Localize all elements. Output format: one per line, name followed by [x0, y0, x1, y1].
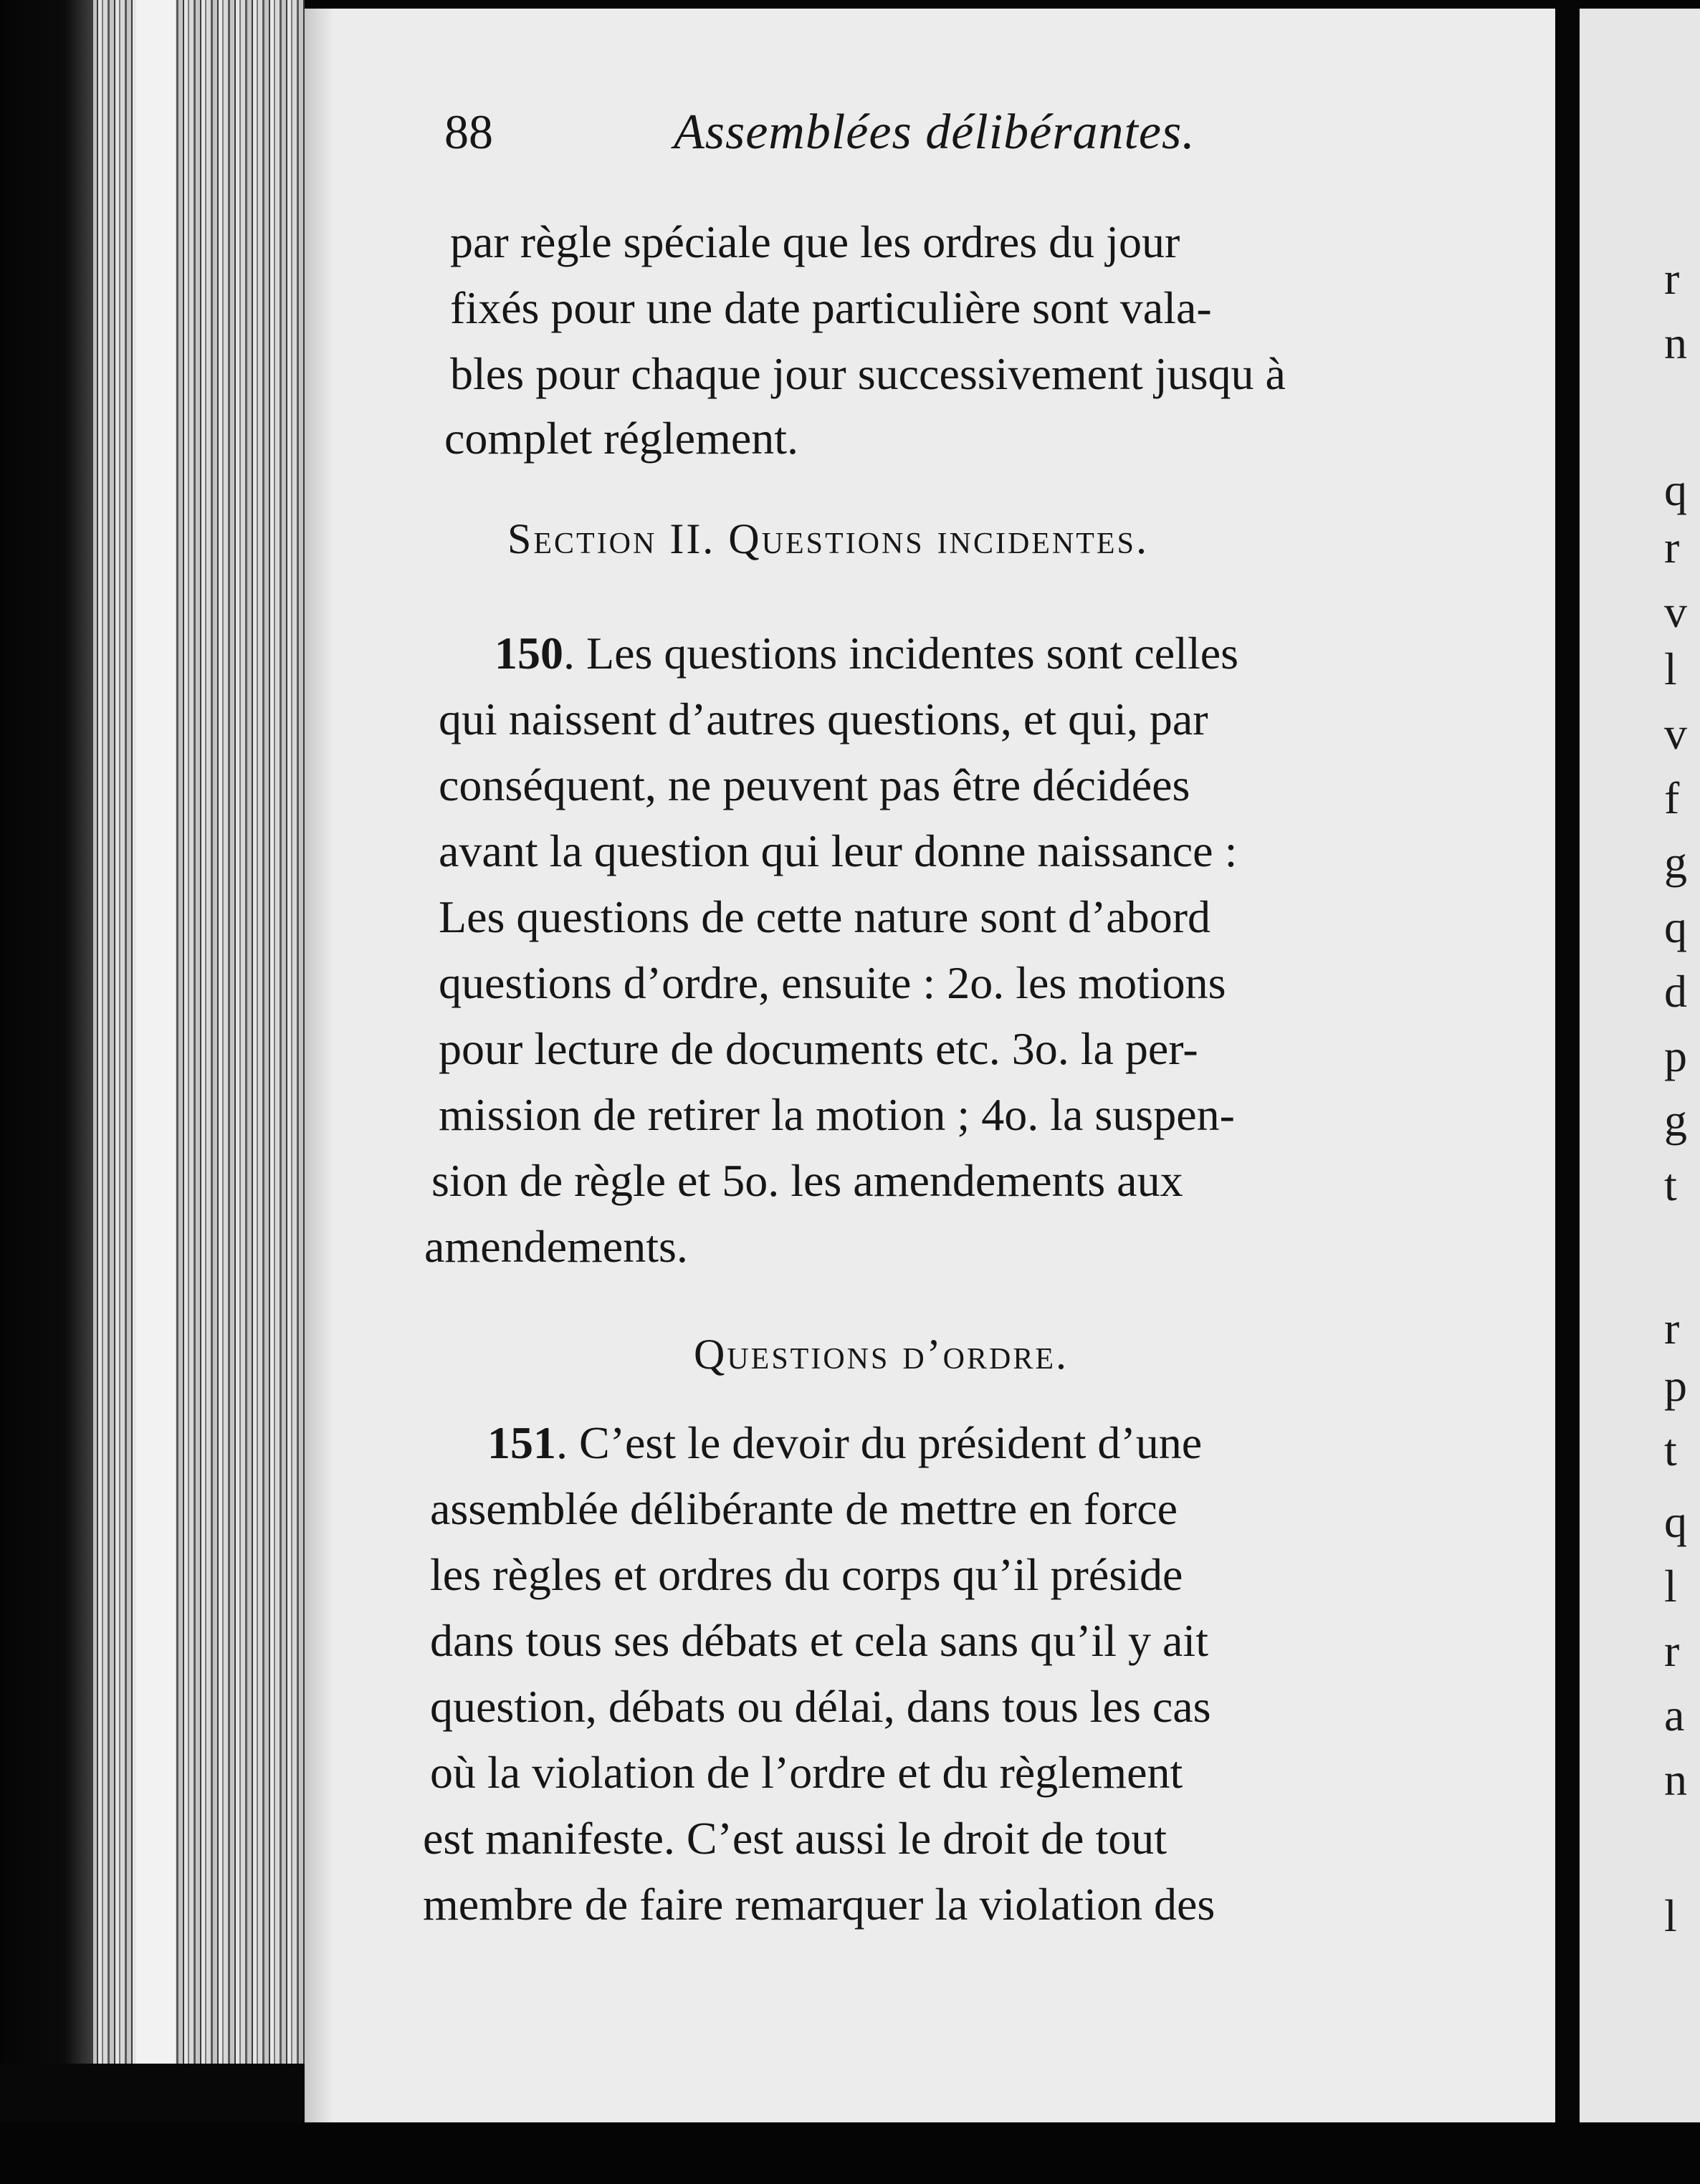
bottom-shadow [0, 2122, 1700, 2184]
next-page-fragment: r [1664, 522, 1680, 573]
next-page-fragment: p [1664, 1360, 1687, 1411]
next-page-fragment: n [1664, 317, 1687, 368]
section-heading: Section II. Questions incidentes. [507, 515, 1149, 562]
subheading: Questions d’ordre. [694, 1331, 1069, 1378]
text-line: où la violation de l’ordre et du règlement [430, 1747, 1183, 1798]
next-page-fragment: t [1664, 1159, 1677, 1210]
next-page-fragment: n [1664, 1754, 1687, 1805]
next-page-fragment: r [1664, 1303, 1680, 1354]
next-page-fragment: a [1664, 1690, 1685, 1740]
next-page-fragment: d [1664, 966, 1687, 1017]
next-page-fragment: t [1664, 1424, 1677, 1475]
next-page-fragment: r [1664, 253, 1680, 304]
text-line: conséquent, ne peuvent pas être décidées [439, 760, 1190, 810]
paragraph-151-first-line: 151. C’est le devoir du président d’une [487, 1417, 1203, 1468]
next-page-fragment: l [1664, 1561, 1677, 1611]
next-page-fragment: g [1664, 1095, 1687, 1146]
text-line: dans tous ses débats et cela sans qu’il y ait [430, 1615, 1208, 1666]
running-title: Assemblées délibérantes. [674, 105, 1195, 160]
text-line: par règle spéciale que les ordres du jour [450, 216, 1180, 267]
page-number: 88 [444, 105, 493, 159]
next-page-fragment: g [1664, 837, 1687, 888]
text-line: mission de retirer la motion ; 4o. la suspen- [439, 1089, 1235, 1140]
next-page-fragment: q [1664, 1496, 1687, 1547]
next-page-sliver [1580, 9, 1700, 2122]
text-line: Les questions de cette nature sont d’abord [439, 891, 1210, 942]
next-page-fragment: q [1664, 901, 1687, 952]
next-page-fragment: f [1664, 772, 1680, 823]
paragraph-number: 151 [487, 1417, 556, 1468]
text-line: question, débats ou délai, dans tous les cas [430, 1681, 1211, 1732]
next-page-fragment: v [1664, 708, 1687, 759]
text-line: qui naissent d’autres questions, et qui, par [439, 694, 1208, 744]
text-line: membre de faire remarquer la violation des [423, 1879, 1216, 1930]
text-line: fixés pour une date particulière sont vala- [450, 282, 1212, 333]
next-page-fragment: l [1664, 643, 1677, 694]
text-line: les règles et ordres du corps qu’il préside [430, 1549, 1183, 1600]
paragraph-number: 150 [495, 628, 563, 679]
next-page-fragment: q [1664, 464, 1687, 515]
next-page-fragment: p [1664, 1030, 1687, 1081]
next-page-fragment: r [1664, 1625, 1680, 1676]
text-line: pour lecture de documents etc. 3o. la per- [439, 1023, 1198, 1074]
text-line: assemblée délibérante de mettre en force [430, 1483, 1178, 1534]
book-page-edges [0, 0, 305, 2184]
text-line: sion de règle et 5o. les amendements aux [431, 1155, 1183, 1206]
next-page-fragment: l [1664, 1890, 1677, 1941]
text-line: questions d’ordre, ensuite : 2o. les motions [439, 957, 1226, 1008]
paragraph-150-first-line: 150. Les questions incidentes sont celles [495, 628, 1239, 679]
text-line: avant la question qui leur donne naissance : [439, 825, 1238, 876]
binding-shadow [1555, 0, 1580, 2184]
text-line: bles pour chaque jour successivement jusqu à [450, 348, 1286, 399]
text-line: est manifeste. C’est aussi le droit de tout [423, 1813, 1167, 1864]
next-page-fragment: v [1664, 586, 1687, 637]
text-line: amendements. [424, 1221, 688, 1272]
text-line: complet réglement. [444, 413, 799, 464]
